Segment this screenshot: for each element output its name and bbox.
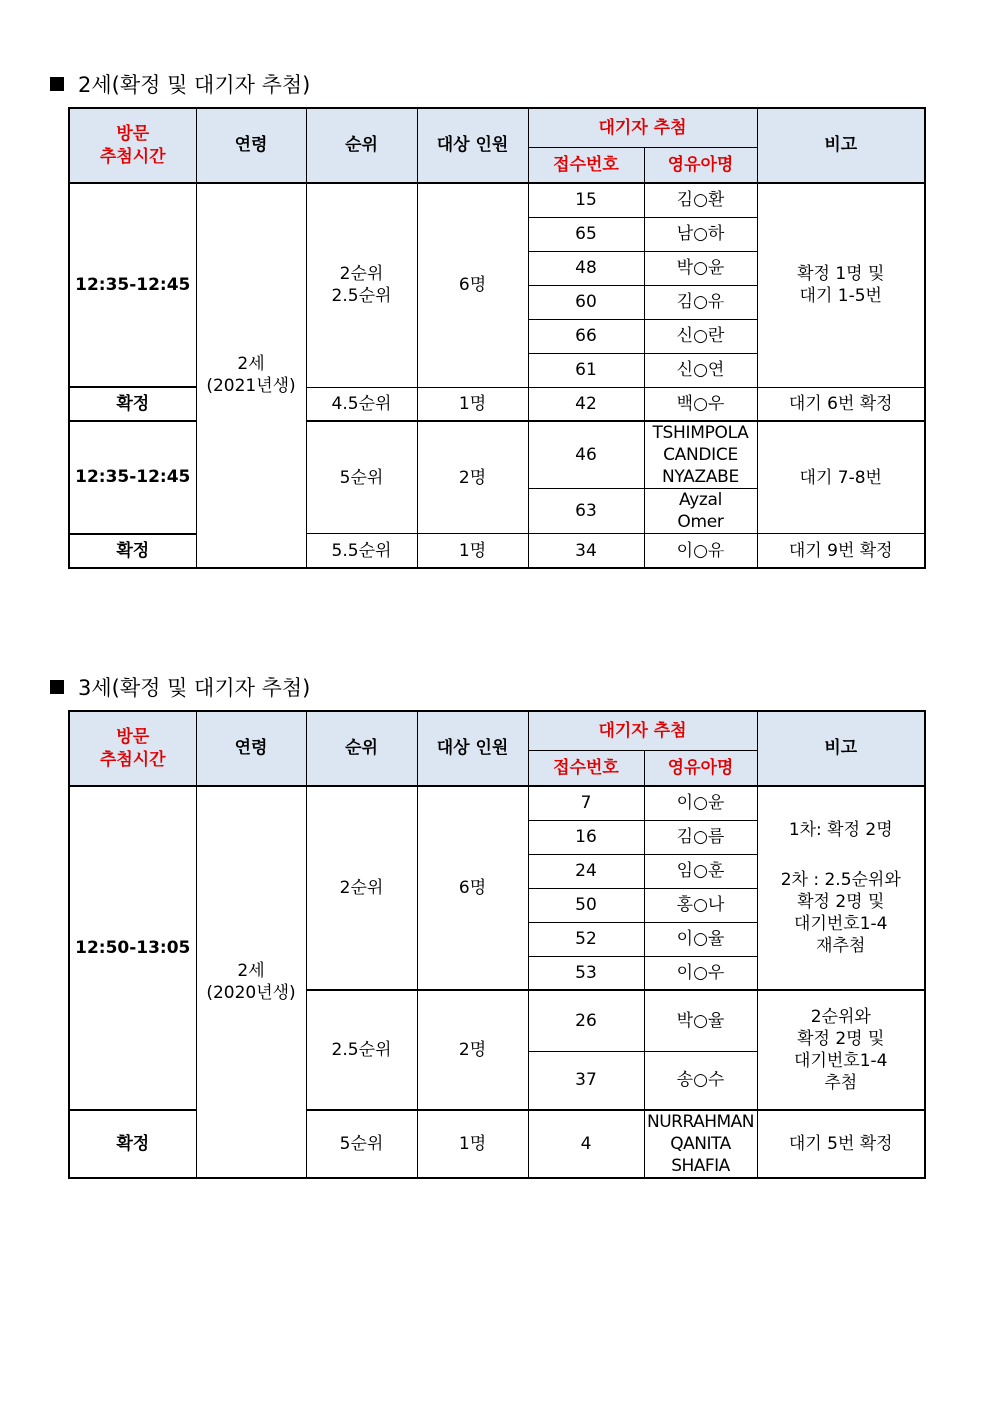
reg-no: 42 bbox=[528, 387, 644, 421]
visit-time: 확정 bbox=[69, 534, 196, 568]
child-name: 김○유 bbox=[644, 285, 757, 319]
reg-no: 46 bbox=[528, 421, 644, 489]
count-cell: 1명 bbox=[417, 534, 528, 568]
note-cell: 대기 7-8번 bbox=[757, 421, 925, 534]
section-title-2세: 2세(확정 및 대기자 추첨) bbox=[50, 69, 310, 99]
reg-no: 24 bbox=[528, 854, 644, 888]
black-square-icon bbox=[50, 680, 64, 694]
reg-no: 65 bbox=[528, 217, 644, 251]
rank-cell: 5순위 bbox=[306, 1110, 417, 1178]
header-child-name: 영유아명 bbox=[644, 147, 757, 183]
header-waitlist-lottery: 대기자 추첨 bbox=[528, 711, 757, 750]
reg-no: 52 bbox=[528, 922, 644, 956]
child-name: 박○윤 bbox=[644, 251, 757, 285]
rank-cell: 5순위 bbox=[306, 421, 417, 534]
age-cell: 2세 (2021년생) bbox=[196, 183, 306, 568]
header-count: 대상 인원 bbox=[417, 108, 528, 183]
reg-no: 53 bbox=[528, 956, 644, 990]
header-note: 비고 bbox=[757, 108, 925, 183]
header-reg-no: 접수번호 bbox=[528, 147, 644, 183]
table-row bbox=[69, 786, 925, 820]
child-name: 이○윤 bbox=[644, 786, 757, 820]
rank-cell: 5.5순위 bbox=[306, 534, 417, 568]
reg-no: 61 bbox=[528, 353, 644, 387]
reg-no: 66 bbox=[528, 319, 644, 353]
child-name: 임○훈 bbox=[644, 854, 757, 888]
reg-no: 26 bbox=[528, 990, 644, 1051]
reg-no: 60 bbox=[528, 285, 644, 319]
rank-cell: 2순위 2.5순위 bbox=[306, 183, 417, 387]
reg-no: 7 bbox=[528, 786, 644, 820]
header-rank: 순위 bbox=[306, 711, 417, 786]
table-row bbox=[69, 183, 925, 217]
child-name: NURRAHMAN QANITA SHAFIA bbox=[644, 1110, 757, 1178]
header-row bbox=[69, 108, 925, 147]
note-cell: 2순위와 확정 2명 및 대기번호1-4 추첨 bbox=[757, 990, 925, 1110]
header-age: 연령 bbox=[196, 108, 306, 183]
visit-time: 확정 bbox=[69, 387, 196, 421]
count-cell: 1명 bbox=[417, 387, 528, 421]
child-name: 박○율 bbox=[644, 990, 757, 1051]
header-note: 비고 bbox=[757, 711, 925, 786]
header-row bbox=[69, 711, 925, 750]
child-name: 김○름 bbox=[644, 820, 757, 854]
reg-no: 34 bbox=[528, 534, 644, 568]
reg-no: 15 bbox=[528, 183, 644, 217]
lottery-table-3세 bbox=[68, 710, 926, 1179]
note-cell: 1차: 확정 2명 2차 : 2.5순위와 확정 2명 및 대기번호1-4 재추첨 bbox=[757, 786, 925, 990]
header-count: 대상 인원 bbox=[417, 711, 528, 786]
child-name: 송○수 bbox=[644, 1051, 757, 1110]
visit-time: 12:35-12:45 bbox=[69, 421, 196, 534]
rank-cell: 2.5순위 bbox=[306, 990, 417, 1110]
black-square-icon bbox=[50, 77, 64, 91]
rank-cell: 4.5순위 bbox=[306, 387, 417, 421]
count-cell: 2명 bbox=[417, 421, 528, 534]
lottery-table-2세 bbox=[68, 107, 926, 569]
header-waitlist-lottery: 대기자 추첨 bbox=[528, 108, 757, 147]
count-cell: 2명 bbox=[417, 990, 528, 1110]
note-cell: 확정 1명 및 대기 1-5번 bbox=[757, 183, 925, 387]
child-name: 이○유 bbox=[644, 534, 757, 568]
count-cell: 6명 bbox=[417, 786, 528, 990]
section-title-3세: 3세(확정 및 대기자 추첨) bbox=[50, 672, 310, 702]
visit-time: 12:35-12:45 bbox=[69, 183, 196, 387]
header-visit-time: 방문 추첨시간 bbox=[69, 711, 196, 786]
child-name: 김○환 bbox=[644, 183, 757, 217]
visit-time: 확정 bbox=[69, 1110, 196, 1178]
header-reg-no: 접수번호 bbox=[528, 750, 644, 786]
rank-cell: 2순위 bbox=[306, 786, 417, 990]
visit-time: 12:50-13:05 bbox=[69, 786, 196, 1110]
reg-no: 16 bbox=[528, 820, 644, 854]
child-name: 신○연 bbox=[644, 353, 757, 387]
note-cell: 대기 5번 확정 bbox=[757, 1110, 925, 1178]
header-child-name: 영유아명 bbox=[644, 750, 757, 786]
reg-no: 63 bbox=[528, 489, 644, 534]
child-name: 이○율 bbox=[644, 922, 757, 956]
child-name: 이○우 bbox=[644, 956, 757, 990]
reg-no: 37 bbox=[528, 1051, 644, 1110]
header-age: 연령 bbox=[196, 711, 306, 786]
count-cell: 6명 bbox=[417, 183, 528, 387]
note-cell: 대기 9번 확정 bbox=[757, 534, 925, 568]
child-name: 백○우 bbox=[644, 387, 757, 421]
header-visit-time: 방문 추첨시간 bbox=[69, 108, 196, 183]
child-name: 남○하 bbox=[644, 217, 757, 251]
child-name: 홍○나 bbox=[644, 888, 757, 922]
note-cell: 대기 6번 확정 bbox=[757, 387, 925, 421]
reg-no: 50 bbox=[528, 888, 644, 922]
age-cell: 2세 (2020년생) bbox=[196, 786, 306, 1178]
reg-no: 48 bbox=[528, 251, 644, 285]
child-name: 신○란 bbox=[644, 319, 757, 353]
child-name: Ayzal Omer bbox=[644, 489, 757, 534]
header-rank: 순위 bbox=[306, 108, 417, 183]
count-cell: 1명 bbox=[417, 1110, 528, 1178]
reg-no: 4 bbox=[528, 1110, 644, 1178]
child-name: TSHIMPOLA CANDICE NYAZABE bbox=[644, 421, 757, 489]
